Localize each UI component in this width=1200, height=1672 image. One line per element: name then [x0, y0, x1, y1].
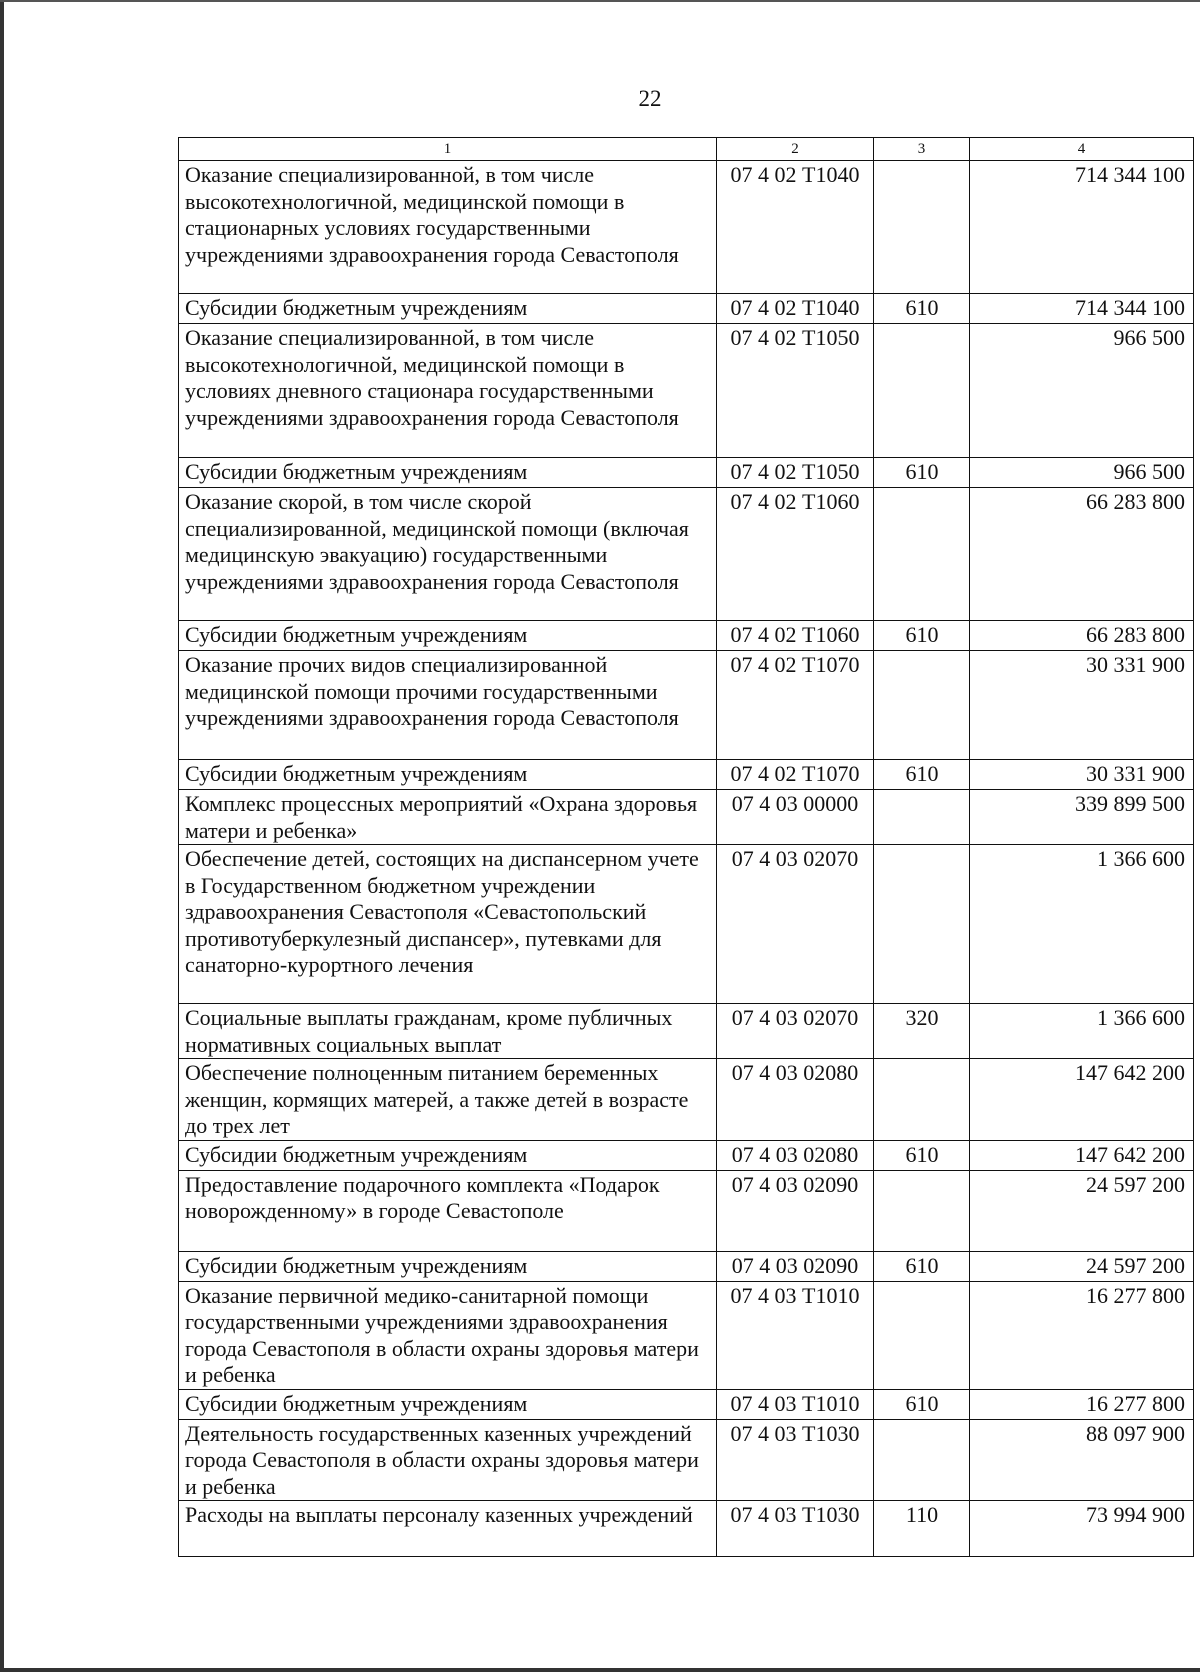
row-amount: 147 642 200 [970, 1140, 1194, 1170]
scan-edge-left [0, 0, 4, 1672]
row-name: Субсидии бюджетным учреждениям [179, 294, 717, 324]
table-row [179, 1251, 1194, 1281]
table-row [179, 1389, 1194, 1419]
row-type [874, 1170, 970, 1251]
row-code: 07 4 03 Т1010 [717, 1281, 874, 1389]
table-row [179, 1501, 1194, 1557]
row-name: Оказание специализированной, в том числе высокотехнологичной, медицинской помощи в условиях дневного стационара государственными учреждениями здравоохранения города Севастополя [179, 324, 717, 458]
row-type [874, 651, 970, 760]
table-row [179, 294, 1194, 324]
header-row [179, 138, 1194, 161]
row-type: 610 [874, 621, 970, 651]
row-type: 610 [874, 1140, 970, 1170]
table-row [179, 1140, 1194, 1170]
row-name: Комплекс процессных мероприятий «Охрана здоровья матери и ребенка» [179, 790, 717, 845]
table-row [179, 458, 1194, 488]
row-code: 07 4 03 00000 [717, 790, 874, 845]
table-row [179, 161, 1194, 294]
page-number: 22 [638, 86, 662, 111]
row-type [874, 790, 970, 845]
row-name: Деятельность государственных казенных учреждений города Севастополя в области охраны здоровья матери и ребенка [179, 1419, 717, 1501]
row-name: Социальные выплаты гражданам, кроме публичных нормативных социальных выплат [179, 1004, 717, 1059]
row-amount: 966 500 [970, 324, 1194, 458]
row-amount: 1 366 600 [970, 845, 1194, 1004]
row-amount: 66 283 800 [970, 488, 1194, 621]
table-row [179, 1059, 1194, 1141]
row-name: Оказание специализированной, в том числе высокотехнологичной, медицинской помощи в стационарных условиях государственными учреждениями здравоохранения города Севастополя [179, 161, 717, 294]
row-code: 07 4 02 Т1060 [717, 621, 874, 651]
table-row [179, 845, 1194, 1004]
row-amount: 24 597 200 [970, 1251, 1194, 1281]
row-amount: 714 344 100 [970, 161, 1194, 294]
row-code: 07 4 02 Т1050 [717, 324, 874, 458]
row-type [874, 488, 970, 621]
row-amount: 66 283 800 [970, 621, 1194, 651]
row-code: 07 4 03 02080 [717, 1140, 874, 1170]
row-code: 07 4 02 Т1050 [717, 458, 874, 488]
column-header: 3 [874, 138, 970, 161]
row-name: Субсидии бюджетным учреждениям [179, 1140, 717, 1170]
row-amount: 1 366 600 [970, 1004, 1194, 1059]
row-amount: 16 277 800 [970, 1389, 1194, 1419]
scan-edge-bottom [0, 1668, 1200, 1672]
table-row [179, 324, 1194, 458]
row-type: 610 [874, 294, 970, 324]
row-type: 610 [874, 1389, 970, 1419]
column-header: 4 [970, 138, 1194, 161]
row-code: 07 4 03 02090 [717, 1251, 874, 1281]
row-code: 07 4 03 02080 [717, 1059, 874, 1141]
row-amount: 966 500 [970, 458, 1194, 488]
row-type: 610 [874, 458, 970, 488]
row-code: 07 4 03 Т1030 [717, 1501, 874, 1557]
row-amount: 714 344 100 [970, 294, 1194, 324]
row-code: 07 4 03 02070 [717, 845, 874, 1004]
table-row [179, 760, 1194, 790]
row-name: Субсидии бюджетным учреждениям [179, 458, 717, 488]
row-type: 610 [874, 1251, 970, 1281]
row-name: Субсидии бюджетным учреждениям [179, 760, 717, 790]
row-amount: 24 597 200 [970, 1170, 1194, 1251]
row-type [874, 1419, 970, 1501]
row-name: Предоставление подарочного комплекта «Подарок новорожденному» в городе Севастополе [179, 1170, 717, 1251]
table-row [179, 488, 1194, 621]
row-name: Субсидии бюджетным учреждениям [179, 1389, 717, 1419]
table-row [179, 1419, 1194, 1501]
row-name: Обеспечение полноценным питанием беременных женщин, кормящих матерей, а также детей в возрасте до трех лет [179, 1059, 717, 1141]
row-name: Обеспечение детей, состоящих на диспансерном учете в Государственном бюджетном учреждении здравоохранения Севастополя «Севастопольский противотуберкулезный диспансер», путевками для санаторно-курортного лечения [179, 845, 717, 1004]
row-amount: 147 642 200 [970, 1059, 1194, 1141]
row-code: 07 4 03 02090 [717, 1170, 874, 1251]
table-row [179, 790, 1194, 845]
table-row [179, 1281, 1194, 1389]
row-code: 07 4 02 Т1060 [717, 488, 874, 621]
row-amount: 30 331 900 [970, 651, 1194, 760]
row-name: Оказание первичной медико-санитарной помощи государственными учреждениями здравоохранения города Севастополя в области охраны здоровья матери и ребенка [179, 1281, 717, 1389]
row-amount: 339 899 500 [970, 790, 1194, 845]
row-amount: 16 277 800 [970, 1281, 1194, 1389]
row-name: Субсидии бюджетным учреждениям [179, 621, 717, 651]
row-amount: 73 994 900 [970, 1501, 1194, 1557]
table-row [179, 651, 1194, 760]
row-code: 07 4 02 Т1040 [717, 294, 874, 324]
row-type: 610 [874, 760, 970, 790]
row-type [874, 161, 970, 294]
row-code: 07 4 03 Т1010 [717, 1389, 874, 1419]
column-header: 1 [179, 138, 717, 161]
row-type: 320 [874, 1004, 970, 1059]
row-name: Расходы на выплаты персоналу казенных учреждений [179, 1501, 717, 1557]
budget-table [178, 137, 1194, 1557]
row-amount: 30 331 900 [970, 760, 1194, 790]
table-body [179, 161, 1194, 1557]
row-code: 07 4 02 Т1040 [717, 161, 874, 294]
table-row [179, 1170, 1194, 1251]
row-code: 07 4 02 Т1070 [717, 651, 874, 760]
row-name: Оказание скорой, в том числе скорой специализированной, медицинской помощи (включая медицинскую эвакуацию) государственными учреждениями здравоохранения города Севастополя [179, 488, 717, 621]
row-type: 110 [874, 1501, 970, 1557]
row-type [874, 1059, 970, 1141]
row-type [874, 1281, 970, 1389]
row-code: 07 4 03 02070 [717, 1004, 874, 1059]
row-type [874, 845, 970, 1004]
scan-edge-top [0, 0, 1200, 2]
table-row [179, 1004, 1194, 1059]
row-amount: 88 097 900 [970, 1419, 1194, 1501]
row-code: 07 4 03 Т1030 [717, 1419, 874, 1501]
column-header: 2 [717, 138, 874, 161]
row-type [874, 324, 970, 458]
table-row [179, 621, 1194, 651]
row-code: 07 4 02 Т1070 [717, 760, 874, 790]
row-name: Оказание прочих видов специализированной медицинской помощи прочими государственными учреждениями здравоохранения города Севастополя [179, 651, 717, 760]
row-name: Субсидии бюджетным учреждениям [179, 1251, 717, 1281]
